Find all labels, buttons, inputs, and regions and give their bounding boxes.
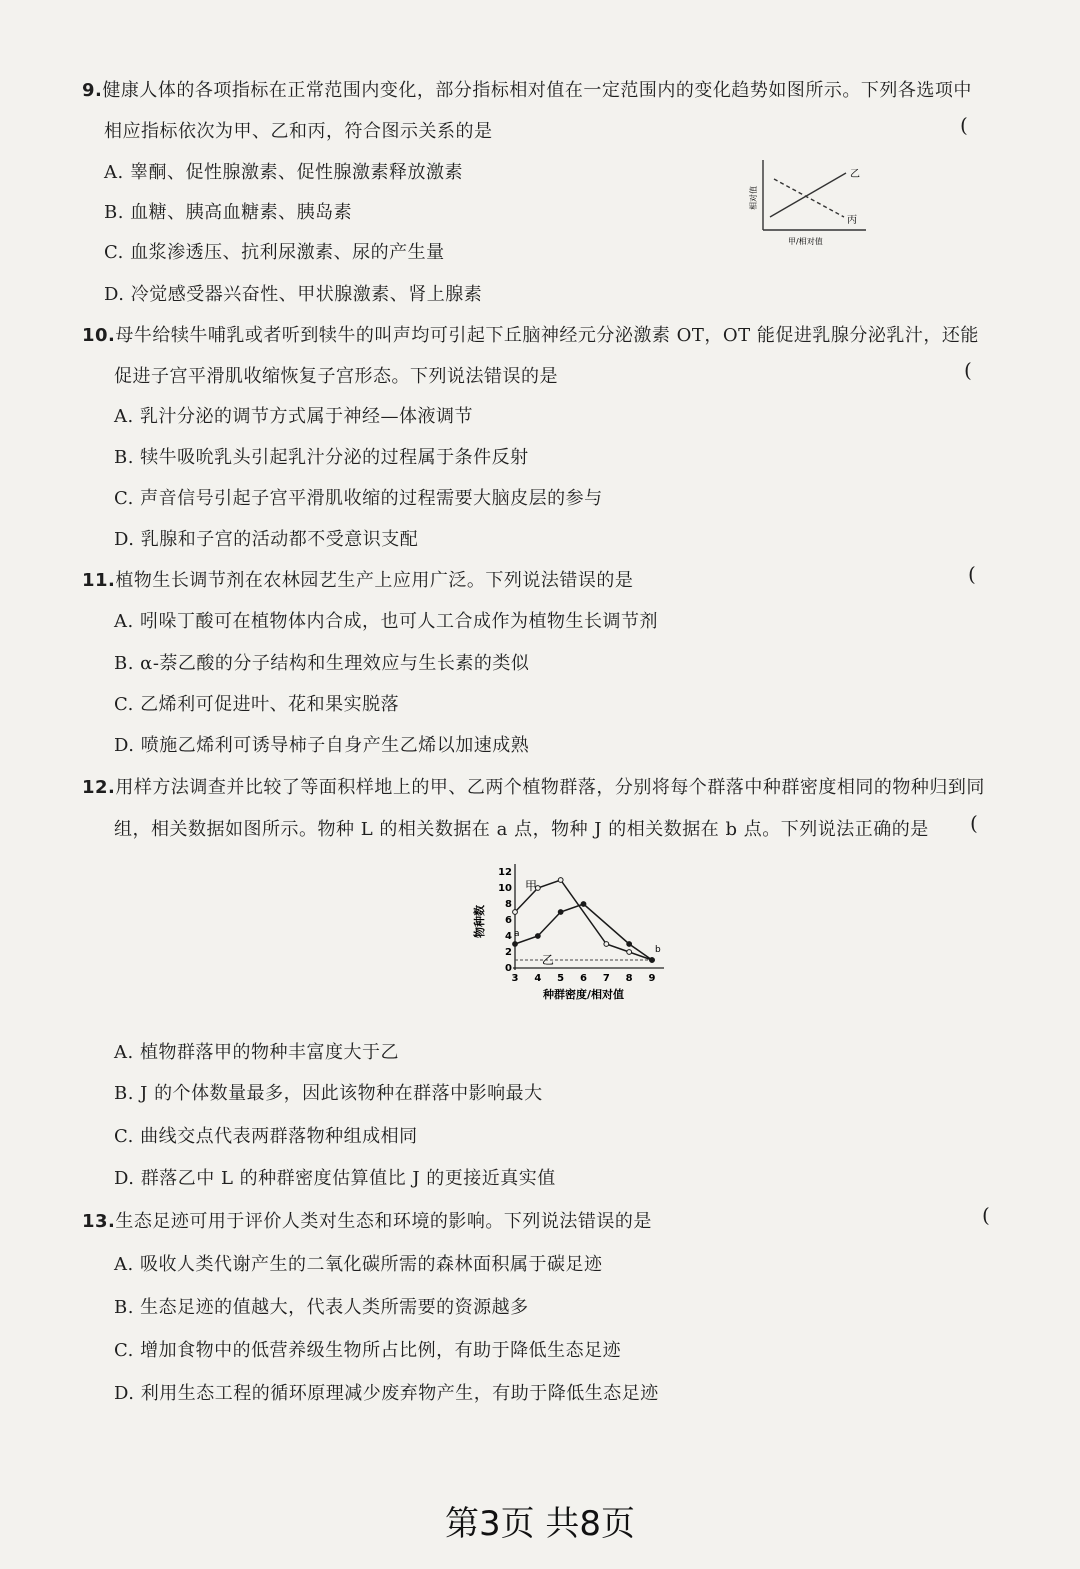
q10-answer-paren: ( — [964, 358, 972, 382]
q12-series-label: 甲 — [525, 879, 538, 893]
q9-label-bing: 丙 — [847, 215, 857, 226]
q11-option-b: B. α-萘乙酸的分子结构和生理效应与生长素的类似 — [114, 653, 530, 674]
q12-y-tick-label: 4 — [505, 931, 512, 942]
q12-x-tick-label: 3 — [511, 973, 519, 984]
q12-data-point — [604, 942, 609, 947]
q10-option-b: B. 犊牛吸吮乳头引起乳汁分泌的过程属于条件反射 — [114, 447, 529, 468]
q10-option-a: A. 乳汁分泌的调节方式属于神经—体液调节 — [114, 406, 473, 427]
q12-option-d: D. 群落乙中 L 的种群密度估算值比 J 的更接近真实值 — [114, 1168, 556, 1189]
q12-stem-line1 — [82, 773, 985, 799]
q13-option-b: B. 生态足迹的值越大，代表人类所需要的资源越多 — [114, 1297, 529, 1318]
q13-number: 13. — [82, 1211, 116, 1232]
q12-option-c: C. 曲线交点代表两群落物种组成相同 — [114, 1126, 418, 1147]
q12-point-b-label: b — [655, 945, 661, 955]
q11-stem-line1 — [82, 566, 633, 592]
q12-x-tick-label: 9 — [648, 973, 656, 984]
q12-point-a-label: a — [514, 929, 520, 939]
q12-stem-line2: 组，相关数据如图所示。物种 L 的相关数据在 a 点，物种 J 的相关数据在 b 点。下列说法正确的是 — [114, 819, 929, 840]
q12-x-axis-label: 种群密度/相对值 — [542, 988, 625, 1001]
q9-stem1-text: 健康人体的各项指标在正常范围内变化，部分指标相对值在一定范围内的变化趋势如图所示。下列各选项中 — [102, 80, 972, 101]
q9-option-b: B. 血糖、胰高血糖素、胰岛素 — [104, 202, 353, 223]
q12-y-axis-label: 物种数 — [473, 905, 486, 938]
q11-option-d: D. 喷施乙烯利可诱导柿子自身产生乙烯以加速成熟 — [114, 735, 530, 756]
q10-option-d: D. 乳腺和子宫的活动都不受意识支配 — [114, 529, 419, 550]
q12-y-tick-label: 10 — [498, 883, 512, 894]
q9-stem-line2: 相应指标依次为甲、乙和丙，符合图示关系的是 — [104, 121, 493, 142]
q10-stem1-text: 母牛给犊牛哺乳或者听到犊牛的叫声均可引起下丘脑神经元分泌激素 OT，OT 能促进乳腺分泌乳汁，还能 — [115, 325, 979, 346]
q12-data-point — [627, 942, 632, 947]
q10-stem-line1 — [82, 321, 979, 347]
q12-data-point — [581, 902, 586, 907]
q12-x-tick-label: 6 — [580, 973, 587, 984]
q12-y-tick-label: 2 — [505, 947, 512, 958]
q13-option-a: A. 吸收人类代谢产生的二氧化碳所需的森林面积属于碳足迹 — [114, 1254, 603, 1275]
q12-data-point — [535, 934, 540, 939]
q13-option-d: D. 利用生态工程的循环原理减少废弃物产生，有助于降低生态足迹 — [114, 1383, 659, 1404]
q9-option-d: D. 冷觉感受器兴奋性、甲状腺激素、肾上腺素 — [104, 284, 483, 305]
q12-x-tick-label: 4 — [534, 973, 542, 984]
q12-data-point — [513, 942, 518, 947]
page-footer: 第3页 共8页 — [444, 1504, 636, 1544]
q13-stem1-text: 生态足迹可用于评价人类对生态和环境的影响。下列说法错误的是 — [115, 1211, 652, 1232]
q9-trend-figure — [748, 155, 873, 250]
q12-line-chart — [465, 858, 680, 1008]
q9-option-a: A. 睾酮、促性腺激素、促性腺激素释放激素 — [104, 162, 463, 183]
q12-x-tick-label: 7 — [602, 973, 610, 984]
q12-y-tick-label: 6 — [505, 915, 512, 926]
q13-answer-paren: ( — [982, 1203, 990, 1227]
q9-line-bing — [774, 179, 844, 217]
q12-x-tick-label: 5 — [557, 973, 565, 984]
q12-data-point — [627, 950, 632, 955]
q12-x-tick-label: 8 — [625, 973, 633, 984]
q9-line-yi — [770, 173, 846, 217]
q12-ticks — [498, 867, 655, 984]
q12-data-point — [513, 910, 518, 915]
q9-label-yi: 乙 — [850, 169, 860, 180]
q9-option-c: C. 血浆渗透压、抗利尿激素、尿的产生量 — [104, 242, 445, 263]
q10-option-c: C. 声音信号引起子宫平滑肌收缩的过程需要大脑皮层的参与 — [114, 488, 603, 509]
q12-option-a: A. 植物群落甲的物种丰富度大于乙 — [114, 1042, 399, 1063]
q11-option-c: C. 乙烯利可促进叶、花和果实脱落 — [114, 694, 400, 715]
q12-data-point — [558, 910, 563, 915]
q13-option-c: C. 增加食物中的低营养级生物所占比例，有助于降低生态足迹 — [114, 1340, 622, 1361]
q12-stem1-text: 用样方法调查并比较了等面积样地上的甲、乙两个植物群落，分别将每个群落中种群密度相同的物种归到同 — [115, 777, 985, 798]
q12-option-b: B. J 的个体数量最多，因此该物种在群落中影响最大 — [114, 1083, 543, 1104]
q9-stem-line1 — [82, 76, 972, 102]
q10-number: 10. — [82, 325, 116, 346]
q11-stem1-text: 植物生长调节剂在农林园艺生产上应用广泛。下列说法错误的是 — [115, 570, 634, 591]
q11-number: 11. — [82, 570, 116, 591]
q12-y-tick-label: 8 — [505, 899, 512, 910]
q11-answer-paren: ( — [968, 562, 976, 586]
q12-data-point — [558, 878, 563, 883]
q12-series-label: 乙 — [541, 953, 554, 967]
q12-y-tick-label: 12 — [498, 867, 512, 878]
q12-data-point — [650, 958, 655, 963]
q13-stem-line1 — [82, 1207, 652, 1233]
q12-number: 12. — [82, 777, 116, 798]
q9-answer-paren: ( — [960, 113, 968, 137]
q9-x-label: 甲/相对值 — [788, 237, 823, 246]
q12-answer-paren: ( — [970, 811, 978, 835]
q12-y-tick-label: 0 — [505, 963, 512, 974]
q12-series — [513, 878, 661, 967]
q9-y-label: 相对值 — [749, 186, 758, 210]
q11-option-a: A. 吲哚丁酸可在植物体内合成，也可人工合成作为植物生长调节剂 — [114, 611, 658, 632]
q10-stem-line2: 促进子宫平滑肌收缩恢复子宫形态。下列说法错误的是 — [114, 366, 558, 387]
q9-number: 9. — [82, 80, 103, 101]
